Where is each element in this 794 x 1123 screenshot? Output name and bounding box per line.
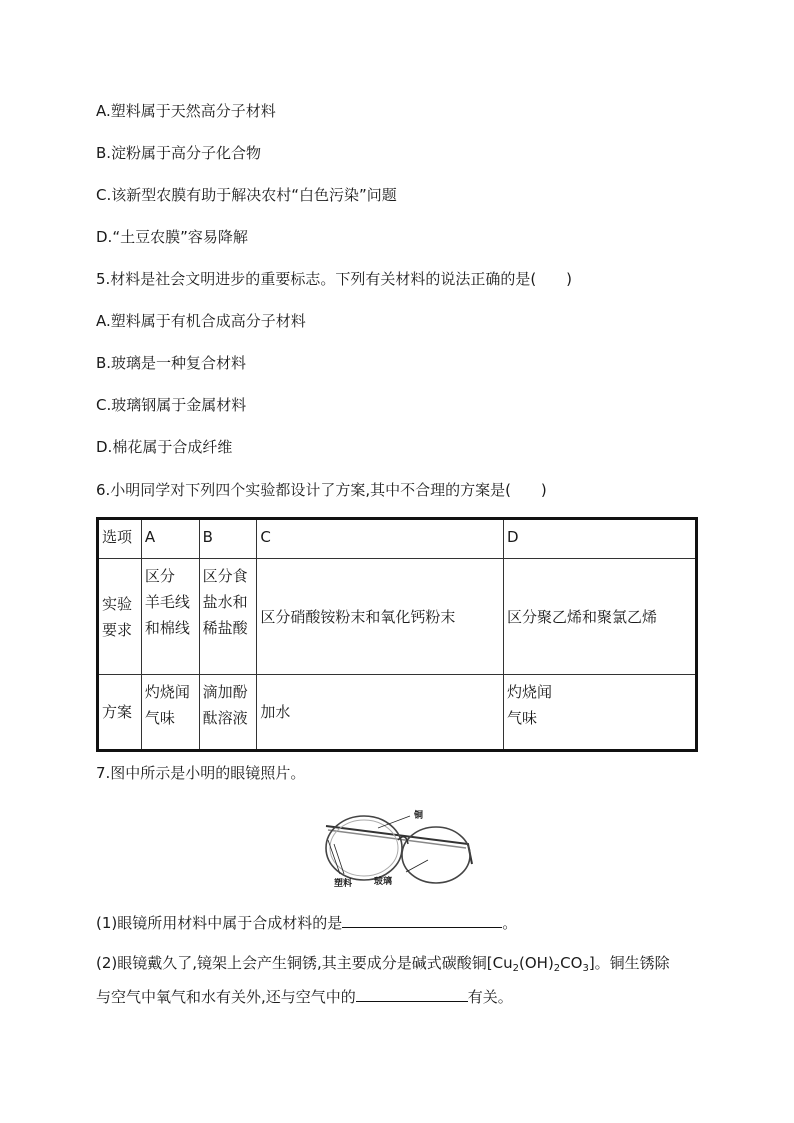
q5-option-b: B.玻璃是一种复合材料 xyxy=(96,354,247,372)
label-copper: 铜 xyxy=(414,811,424,821)
table-header-row xyxy=(98,519,697,559)
requirement-a: 区分 羊毛线 和棉线 xyxy=(141,559,199,675)
requirement-c: 区分硝酸铵粉末和氧化钙粉末 xyxy=(257,559,504,675)
q5-option-d: D.棉花属于合成纤维 xyxy=(96,438,233,456)
glasses-figure xyxy=(318,800,478,890)
q4-option-b: B.淀粉属于高分子化合物 xyxy=(96,144,262,162)
header-b: B xyxy=(199,519,257,559)
plan-a: 灼烧闻 气味 xyxy=(141,675,199,751)
q4-option-a: A.塑料属于天然高分子材料 xyxy=(96,102,276,120)
plan-b: 滴加酚 酞溶液 xyxy=(199,675,257,751)
answer-blank-2[interactable] xyxy=(356,985,468,1002)
plan-d: 灼烧闻 气味 xyxy=(504,675,697,751)
q7-sub1: (1)眼镜所用材料中属于合成材料的是 。 xyxy=(96,911,517,933)
table-row-requirement xyxy=(98,559,697,675)
header-d: D xyxy=(504,519,697,559)
header-c: C xyxy=(257,519,504,559)
q7-stem: 7.图中所示是小明的眼镜照片。 xyxy=(96,764,306,782)
plan-label: 方案 xyxy=(98,675,142,751)
q6-stem: 6.小明同学对下列四个实验都设计了方案,其中不合理的方案是( ) xyxy=(96,481,547,499)
label-plastic: 塑料 xyxy=(334,879,353,889)
requirement-label: 实验 要求 xyxy=(98,559,142,675)
q4-option-d: D.“土豆农膜”容易降解 xyxy=(96,228,248,246)
label-glass: 玻璃 xyxy=(374,877,393,887)
q7-sub2-line1: (2)眼镜戴久了,镜架上会产生铜锈,其主要成分是碱式碳酸铜$[Cu_2(OH)_2CO_3]$。铜生锈除 xyxy=(96,954,670,974)
q6-options-table xyxy=(96,517,698,752)
plan-c: 加水 xyxy=(257,675,504,751)
q5-option-c: C.玻璃钢属于金属材料 xyxy=(96,396,247,414)
header-option: 选项 xyxy=(98,519,142,559)
q5-option-a: A.塑料属于有机合成高分子材料 xyxy=(96,312,306,330)
requirement-b: 区分食 盐水和 稀盐酸 xyxy=(199,559,257,675)
q7-sub2-line2: 与空气中氧气和水有关外,还与空气中的 有关。 xyxy=(96,985,513,1007)
q5-stem: 5.材料是社会文明进步的重要标志。下列有关材料的说法正确的是( ) xyxy=(96,270,573,288)
q4-option-c: C.该新型农膜有助于解决农村“白色污染”问题 xyxy=(96,186,397,204)
header-a: A xyxy=(141,519,199,559)
table-row-plan xyxy=(98,675,697,751)
answer-blank-1[interactable] xyxy=(342,911,502,928)
requirement-d: 区分聚乙烯和聚氯乙烯 xyxy=(504,559,697,675)
